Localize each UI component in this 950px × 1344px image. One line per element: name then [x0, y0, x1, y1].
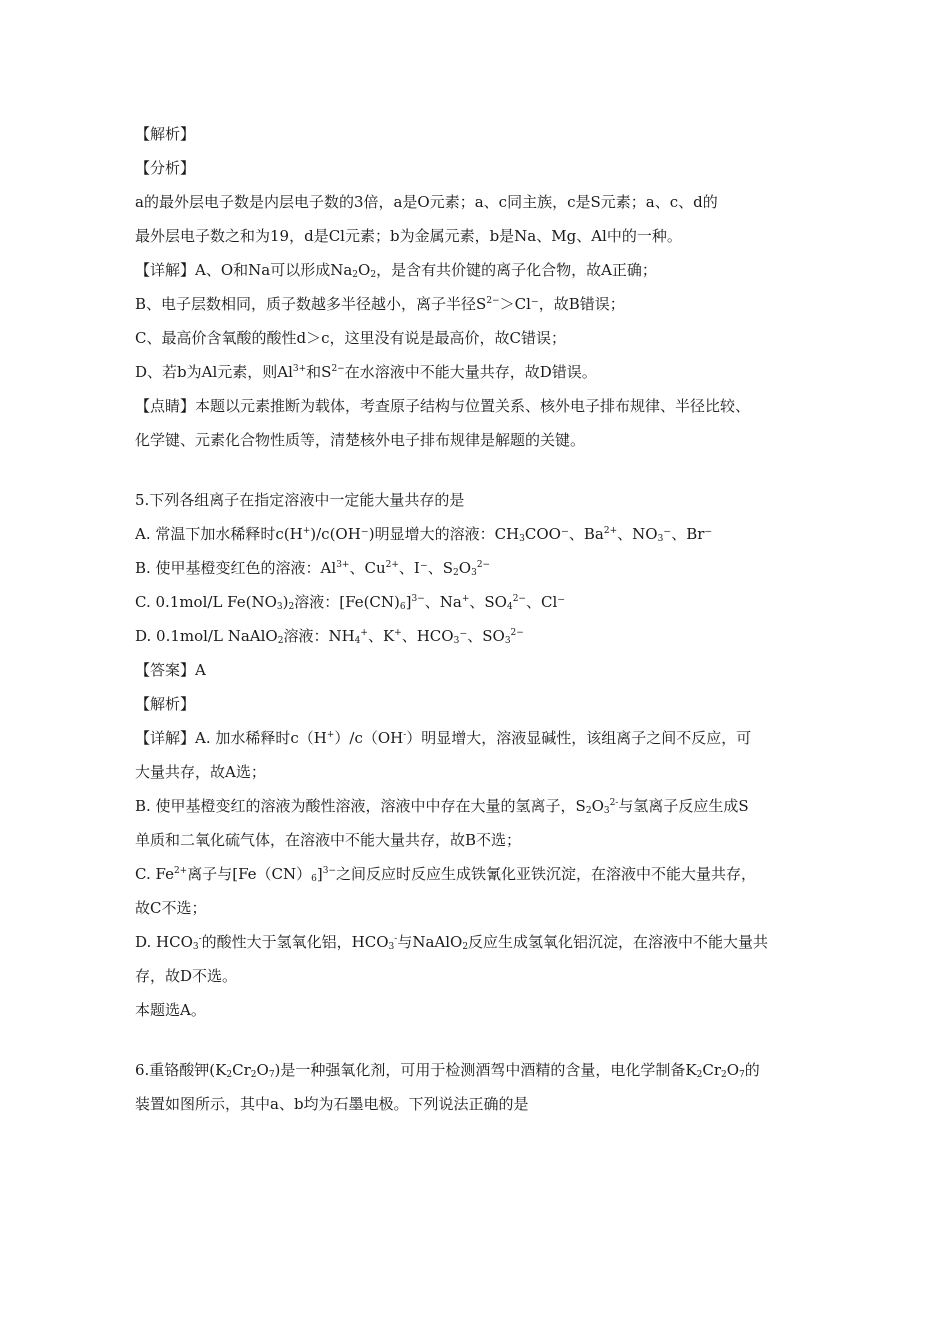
superscript: 2-: [609, 798, 619, 808]
text: 之间反应时反应生成铁氰化亚铁沉淀，在溶液中不能大量共存，: [336, 865, 757, 883]
text: ）/c（OH: [334, 729, 404, 747]
q4-fenxi-heading: [135, 158, 825, 192]
text: C. 0.1mol/L Fe(NO: [135, 593, 277, 611]
text: 【详解】A、O和Na可以形成Na: [135, 261, 353, 279]
q4-analysis-heading-text: 【解析】: [135, 125, 196, 143]
subscript: 2: [288, 602, 295, 612]
superscript: 2−: [486, 296, 500, 306]
text: COO⁻、Ba: [524, 525, 604, 543]
text: ): [282, 593, 289, 611]
q5-stem: [135, 490, 825, 524]
q4-fenxi-heading-text: 【分析】: [135, 159, 196, 177]
subscript: 2: [462, 942, 469, 952]
text: 、K: [367, 627, 395, 645]
subscript: 3: [388, 942, 395, 952]
superscript: 2+: [173, 866, 188, 876]
q5-detail-d-line-1: [135, 932, 825, 966]
text: ]: [316, 865, 323, 883]
q4-fenxi-line-1: [135, 192, 825, 226]
superscript: 3+: [336, 560, 350, 570]
text: O: [256, 1061, 269, 1079]
q5-answer: [135, 660, 825, 694]
text: ，是含有共价键的离子化合物，故A正确；: [376, 261, 657, 279]
superscript: 3−: [322, 866, 337, 876]
superscript: 2+: [603, 526, 618, 536]
text: 化学键、元素化合物性质等，清楚核外电子排布规律是解题的关键。: [135, 431, 586, 449]
text: ]: [405, 593, 412, 611]
q4-fenxi-text-2: 最外层电子数之和为19，d是Cl元素；b为金属元素，b是Na、Mg、Al中的一种。: [135, 227, 682, 245]
superscript: -: [198, 934, 202, 944]
subscript: 3: [603, 806, 610, 816]
text: 大量共存，故A选；: [135, 763, 266, 781]
q5-option-c: [135, 592, 825, 626]
text: 的酸性大于氢氧化铝，HCO: [201, 933, 389, 951]
text: B、电子层数相同，质子数越多半径越小，离子半径S: [135, 295, 487, 313]
superscript: 2+: [385, 560, 399, 570]
text: 和S: [306, 363, 332, 381]
subscript: 2: [453, 568, 459, 578]
q5-option-a: [135, 524, 825, 558]
text: B. 使甲基橙变红色的溶液：Al: [135, 559, 337, 577]
superscript: +: [394, 628, 402, 638]
superscript: 2−: [331, 364, 345, 374]
text: O: [458, 559, 472, 577]
q4-detail-a: [135, 260, 825, 294]
text: 6.重铬酸钾(K: [135, 1061, 227, 1079]
q4-analysis-heading: [135, 124, 825, 158]
text: ⁻、SO: [459, 627, 505, 645]
text: 故C不选；: [135, 899, 207, 917]
subscript: 4: [506, 602, 513, 612]
superscript: 2−: [512, 594, 526, 604]
q5-detail-b-line-2: [135, 830, 825, 864]
text: 、I⁻、S: [398, 559, 454, 577]
superscript: 3−: [411, 594, 425, 604]
text: 离子与[Fe（CN）: [187, 865, 312, 883]
text: ＞Cl⁻，故B错误；: [499, 295, 625, 313]
text: 【解析】: [135, 695, 196, 713]
subscript: 3: [471, 568, 477, 578]
subscript: 2: [696, 1070, 703, 1080]
subscript: 4: [354, 636, 361, 646]
text: D. 0.1mol/L NaAlO: [135, 627, 278, 645]
q5-conclusion: [135, 1000, 825, 1034]
text: 、Cl⁻: [525, 593, 566, 611]
subscript: 2: [277, 636, 284, 646]
subscript: 2: [721, 1070, 727, 1080]
superscript: 2−: [510, 628, 524, 638]
text: C、最高价含氧酸的酸性d＞c，这里没有说是最高价，故C错误；: [135, 329, 566, 347]
subscript: 3: [504, 636, 511, 646]
text: 溶液：NH: [283, 627, 355, 645]
text: 5.下列各组离子在指定溶液中一定能大量共存的是: [135, 491, 465, 509]
text: B. 使甲基橙变红的溶液为酸性溶液，溶液中中存在大量的氢离子，S: [135, 797, 586, 815]
text: 【答案】A: [135, 661, 206, 679]
section-gap: [135, 1034, 825, 1060]
subscript: 3: [276, 602, 283, 612]
text: O: [726, 1061, 740, 1079]
text: 【详解】A. 加水稀释时c（H: [135, 729, 327, 747]
subscript: 2: [370, 270, 377, 280]
text: O: [358, 261, 371, 279]
text: D. HCO: [135, 933, 193, 951]
q5-detail-d-line-2: [135, 966, 825, 1000]
text: 与氢离子反应生成S: [618, 797, 749, 815]
subscript: 3: [453, 636, 460, 646]
text: 、HCO: [401, 627, 454, 645]
superscript: +: [461, 594, 470, 604]
superscript: +: [360, 628, 368, 638]
subscript: 2: [352, 270, 359, 280]
text: 的: [744, 1061, 760, 1079]
superscript: +: [302, 526, 311, 536]
subscript: 3: [519, 534, 525, 544]
text: ）明显增大，溶液显碱性，该组离子之间不反应，可: [406, 729, 752, 747]
q5-detail-a-line-2: [135, 762, 825, 796]
text: )是一种强氧化剂，可用于检测酒驾中酒精的含量，电化学制备K: [274, 1061, 697, 1079]
q5-detail-b-line-1: [135, 796, 825, 830]
subscript: 2: [585, 806, 592, 816]
q4-comment-line-1: [135, 396, 825, 430]
q5-option-b: [135, 558, 825, 592]
subscript: 7: [268, 1070, 275, 1080]
text: 、Cu: [349, 559, 386, 577]
q5-detail-a-line-1: [135, 728, 825, 762]
q4-detail-b: [135, 294, 825, 328]
q4-fenxi-line-2: [135, 226, 825, 260]
superscript: 2−: [476, 560, 491, 570]
superscript: 3+: [292, 364, 307, 374]
text: ⁻、Br⁻: [663, 525, 713, 543]
q6-stem-line-2: [135, 1094, 825, 1128]
subscript: 3: [192, 942, 199, 952]
subscript: 7: [739, 1070, 745, 1080]
text: 反应生成氢氧化铝沉淀，在溶液中不能大量共: [468, 933, 769, 951]
text: 装置如图所示，其中a、b均为石墨电极。下列说法正确的是: [135, 1095, 529, 1113]
superscript: -: [394, 934, 398, 944]
text: 、SO: [469, 593, 507, 611]
q4-comment-line-2: [135, 430, 825, 464]
text: Cr: [702, 1061, 721, 1079]
subscript: 2: [250, 1070, 257, 1080]
text: 与NaAlO: [397, 933, 463, 951]
q5-detail-c-line-1: [135, 864, 825, 898]
superscript: +: [326, 730, 335, 740]
q5-option-d: [135, 626, 825, 660]
text: 本题选A。: [135, 1001, 206, 1019]
text: C. Fe: [135, 865, 174, 883]
superscript: -: [403, 730, 407, 740]
q4-fenxi-text-1: a的最外层电子数是内层电子数的3倍，a是O元素；a、c同主族，c是S元素；a、c、d的: [135, 193, 718, 211]
text: Cr: [232, 1061, 251, 1079]
q4-detail-d: [135, 362, 825, 396]
subscript: 6: [399, 602, 406, 612]
text: )/c(OH⁻)明显增大的溶液：CH: [310, 525, 520, 543]
text: 【点睛】本题以元素推断为载体，考查原子结构与位置关系、核外电子排布规律、半径比较、: [135, 397, 751, 415]
text: 溶液：[Fe(CN): [294, 593, 400, 611]
document-page: [135, 124, 825, 1128]
section-gap: [135, 464, 825, 490]
q5-analysis-heading: [135, 694, 825, 728]
subscript: 3: [657, 534, 664, 544]
q6-stem-line-1: [135, 1060, 825, 1094]
q4-detail-c: [135, 328, 825, 362]
text: 单质和二氧化硫气体，在溶液中不能大量共存，故B不选；: [135, 831, 522, 849]
text: 在水溶液中不能大量共存，故D错误。: [344, 363, 597, 381]
text: 、Na: [424, 593, 462, 611]
subscript: 2: [226, 1070, 233, 1080]
text: A. 常温下加水稀释时c(H: [135, 525, 303, 543]
text: D、若b为Al元素，则Al: [135, 363, 293, 381]
text: 存，故D不选。: [135, 967, 238, 985]
text: 、NO: [617, 525, 658, 543]
subscript: 6: [311, 874, 317, 884]
q5-detail-c-line-2: [135, 898, 825, 932]
text: O: [591, 797, 604, 815]
